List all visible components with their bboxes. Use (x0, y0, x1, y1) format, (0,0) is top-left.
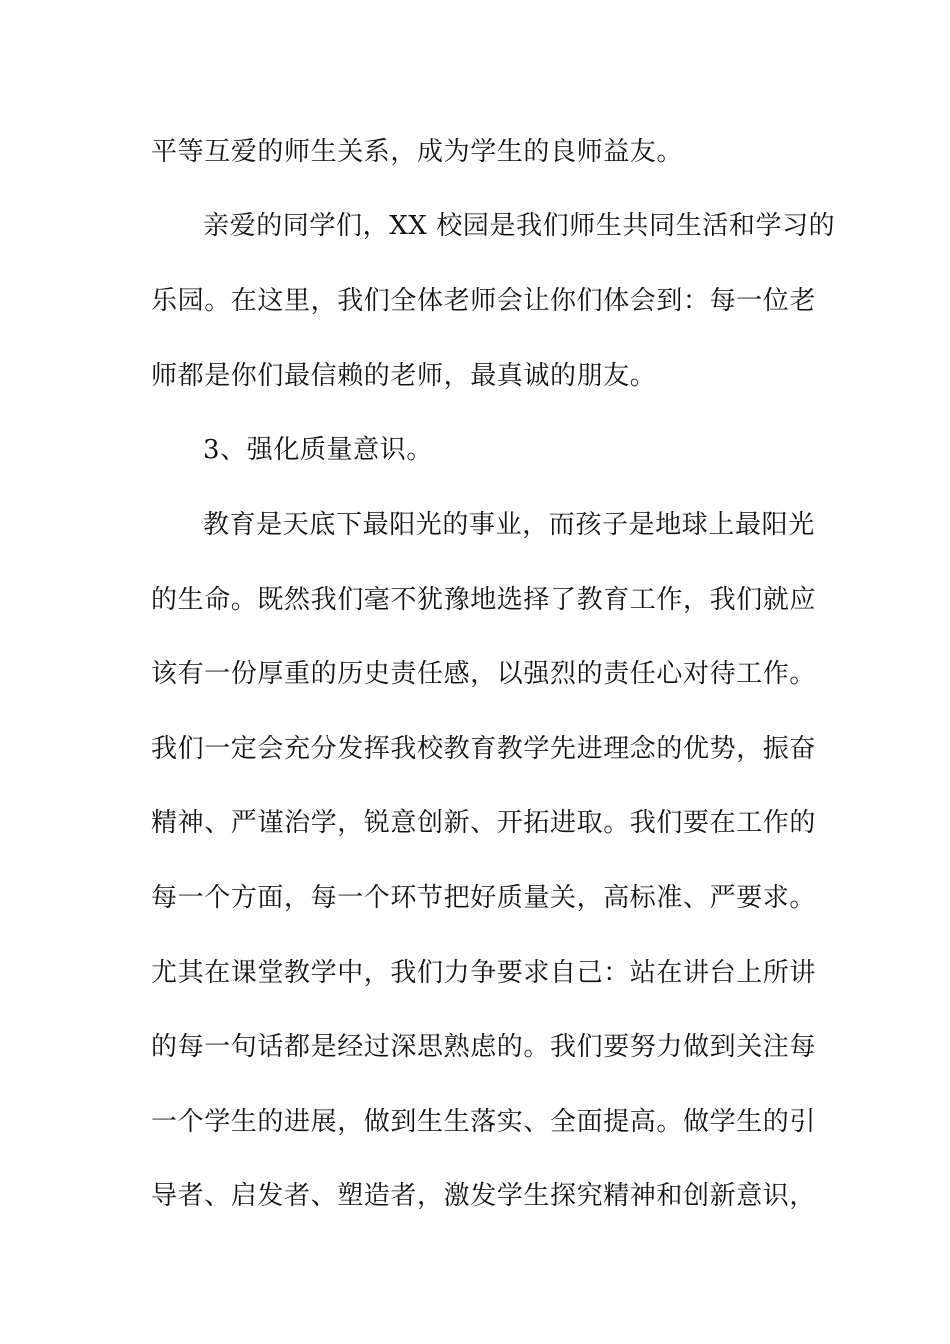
text-line-11: 每一个方面，每一个环节把好质量关，高标准、严要求。 (151, 883, 817, 913)
text-line-10: 精神、严谨治学，锐意创新、开拓进取。我们要在工作的 (151, 808, 817, 838)
text-line-5: 3、强化质量意识。 (203, 435, 433, 465)
text-line-13: 的每一句话都是经过深思熟虑的。我们要努力做到关注每 (151, 1032, 817, 1062)
text-line-15: 导者、启发者、塑造者，激发学生探究精神和创新意识， (151, 1181, 817, 1211)
text-line-2: 亲爱的同学们，XX 校园是我们师生共同生活和学习的 (203, 211, 836, 241)
text-line-3: 乐园。在这里，我们全体老师会让你们体会到：每一位老 (151, 286, 817, 316)
text-line-7: 的生命。既然我们毫不犹豫地选择了教育工作，我们就应 (151, 585, 817, 615)
text-line-1: 平等互爱的师生关系，成为学生的良师益友。 (151, 137, 684, 167)
text-line-9: 我们一定会充分发挥我校教育教学先进理念的优势，振奋 (151, 734, 817, 764)
text-line-14: 一个学生的进展，做到生生落实、全面提高。做学生的引 (151, 1107, 817, 1137)
text-line-12: 尤其在课堂教学中，我们力争要求自己：站在讲台上所讲 (151, 958, 817, 988)
text-line-8: 该有一份厚重的历史责任感，以强烈的责任心对待工作。 (151, 659, 817, 689)
text-line-6: 教育是天底下最阳光的事业，而孩子是地球上最阳光 (203, 510, 815, 540)
text-line-4: 师都是你们最信赖的老师，最真诚的朋友。 (151, 361, 657, 391)
